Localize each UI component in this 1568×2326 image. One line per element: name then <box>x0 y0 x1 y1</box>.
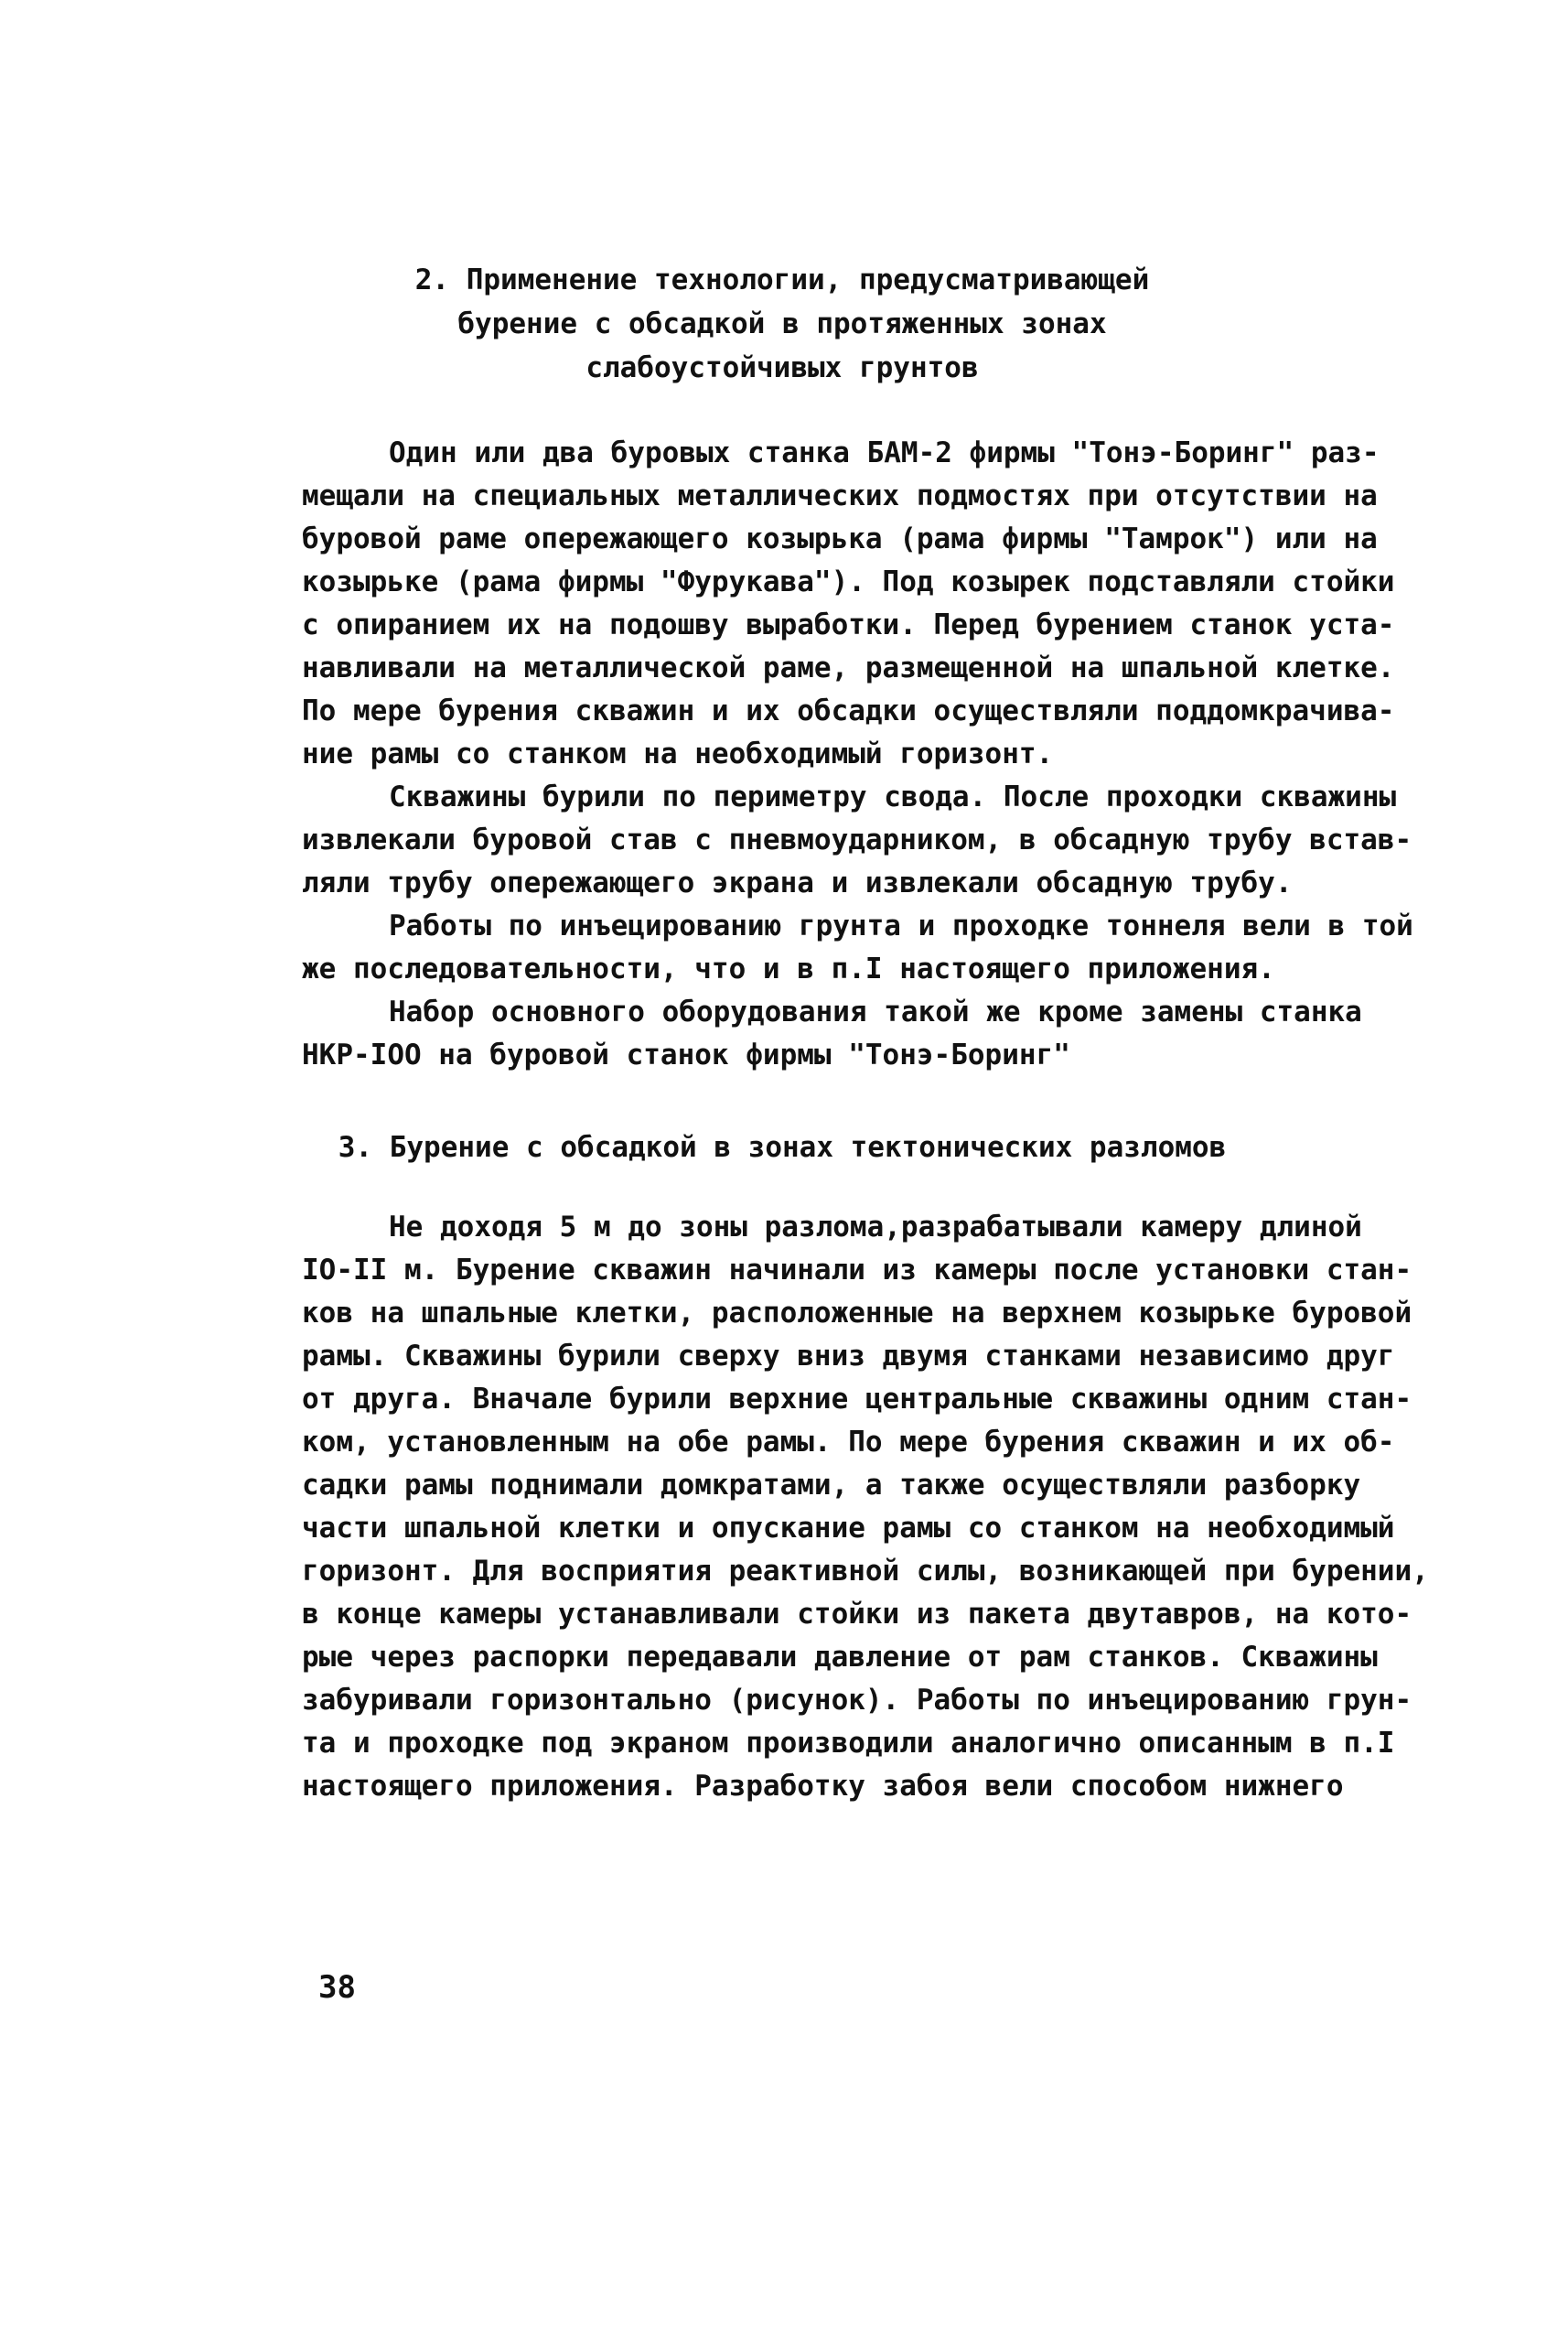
text-line: ляли трубу опережающего экрана и извлекали обсадную трубу. <box>302 867 1293 899</box>
text-line: рамы. Скважины бурили сверху вниз двумя станками независимо друг <box>302 1340 1395 1373</box>
text-line: Не доходя 5 м до зоны разлома,разрабатывали камеру длиной <box>389 1211 1362 1244</box>
paragraph <box>302 432 1455 776</box>
section-2-body <box>302 432 1455 1077</box>
text-line: ков на шпальные клетки, расположенные на верхнем козырьке буровой <box>302 1297 1412 1330</box>
text-line: IО-II м. Бурение скважин начинали из камеры после установки стан- <box>302 1254 1412 1287</box>
text-line: ние рамы со станком на необходимый горизонт. <box>302 738 1054 770</box>
paragraph <box>302 776 1455 905</box>
text-line: с опиранием их на подошву выработки. Перед бурением станок уста- <box>302 608 1395 641</box>
text-line: от друга. Вначале бурили верхние центральные скважины одним стан- <box>302 1383 1412 1416</box>
text-line: НКР-IОО на буровой станок фирмы "Тонэ-Боринг" <box>302 1039 1070 1071</box>
text-line: козырьке (рама фирмы "Фурукава"). Под козырек подставляли стойки <box>302 565 1395 598</box>
text-line: Работы по инъецированию грунта и проходке тоннеля вели в той <box>389 910 1413 942</box>
heading-line: 2. Применение технологии, предусматривающей <box>414 264 1150 296</box>
text-line: По мере бурения скважин и их обсадки осуществляли поддомкрачива- <box>302 695 1395 727</box>
text-line: садки рамы поднимали домкратами, а также осуществляли разборку <box>302 1469 1361 1502</box>
text-line: настоящего приложения. Разработку забоя вели способом нижнего <box>302 1770 1344 1803</box>
heading-line: бурение с обсадкой в протяженных зонах <box>457 307 1107 340</box>
text-line: Скважины бурили по периметру свода. После проходки скважины <box>389 781 1397 813</box>
heading-line: слабоустойчивых грунтов <box>585 351 979 384</box>
text-line: забуривали горизонтально (рисунок). Работы по инъецированию грун- <box>302 1684 1412 1717</box>
section-3-heading <box>302 1125 1262 1169</box>
text-line: та и проходке под экраном производили аналогично описанным в п.I <box>302 1727 1395 1760</box>
text-line: мещали на специальных металлических подмостях при отсутствии на <box>302 479 1378 512</box>
paragraph <box>302 905 1455 991</box>
text-line: Один или два буровых станка БАМ-2 фирмы "Тонэ-Боринг" раз- <box>389 436 1380 469</box>
text-line: в конце камеры устанавливали стойки из пакета двутавров, на кото- <box>302 1598 1412 1631</box>
heading-line: 3. Бурение с обсадкой в зонах тектонических разломов <box>338 1131 1227 1164</box>
text-line: извлекали буровой став с пневмоударником, в обсадную трубу встав- <box>302 824 1412 856</box>
paragraph <box>302 1206 1455 1808</box>
section-2-heading <box>302 258 1262 390</box>
text-line: буровой раме опережающего козырька (рама фирмы "Тамрок") или на <box>302 522 1378 555</box>
text-line: Набор основного оборудования такой же кроме замены станка <box>389 996 1362 1028</box>
text-line: же последовательности, что и в п.I настоящего приложения. <box>302 953 1275 985</box>
page-number: 38 <box>318 1969 356 2006</box>
paragraph <box>302 991 1455 1077</box>
text-line: горизонт. Для восприятия реактивной силы, возникающей при бурении, <box>302 1555 1429 1588</box>
text-line: рые через распорки передавали давление от рам станков. Скважины <box>302 1641 1378 1674</box>
section-3-body <box>302 1206 1455 1808</box>
text-line: ком, установленным на обе рамы. По мере бурения скважин и их об- <box>302 1426 1395 1459</box>
text-line: части шпальной клетки и опускание рамы со станком на необходимый <box>302 1512 1395 1545</box>
text-line: навливали на металлической раме, размещенной на шпальной клетке. <box>302 651 1395 684</box>
